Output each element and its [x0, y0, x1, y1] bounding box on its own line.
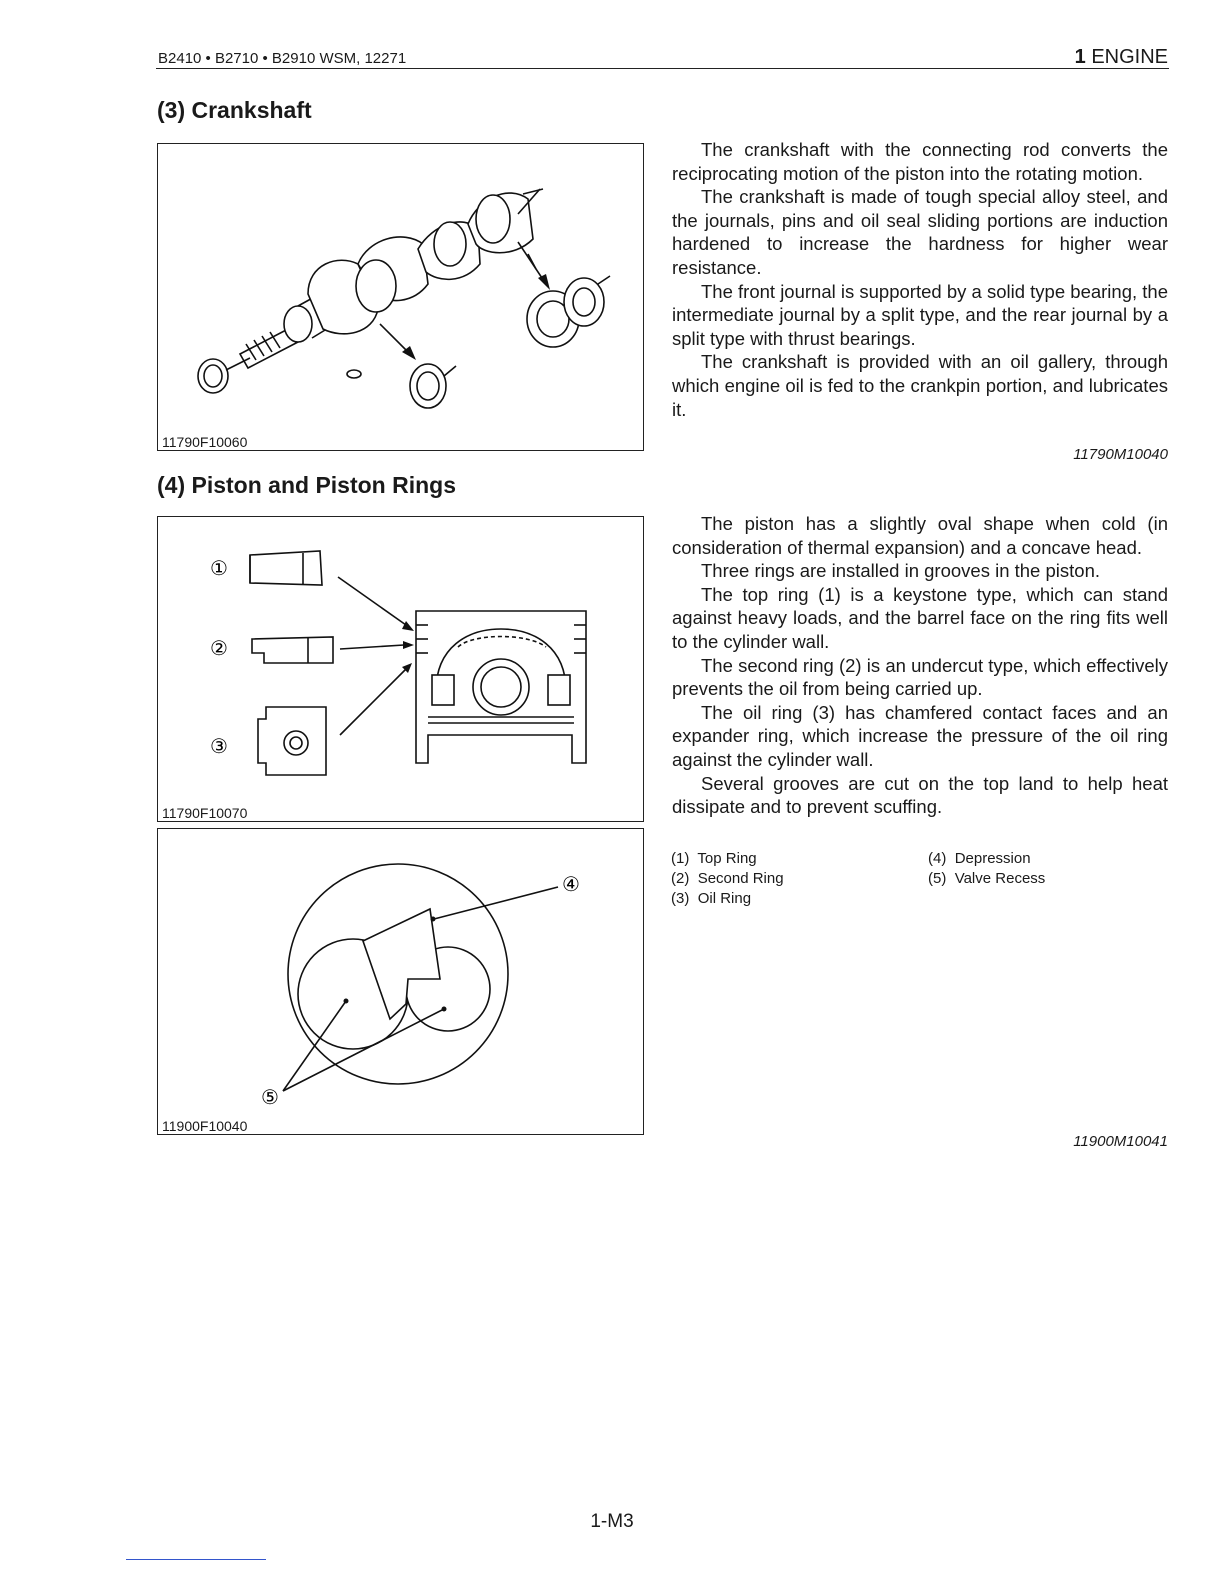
piston-paragraph: The top ring (1) is a keystone type, which can stand against heavy loads, and the barrel face on the ring fits well to the cylinder wall. — [672, 583, 1168, 652]
crankshaft-paragraph: The crankshaft with the connecting rod converts the reciprocating motion of the piston into the rotating motion. — [672, 139, 1168, 184]
piston-rings-figure — [157, 516, 644, 822]
legend-item — [671, 889, 751, 909]
crankshaft-reference-code: 11790M10040 — [1073, 446, 1168, 463]
crankshaft-paragraph: The front journal is supported by a solid type bearing, the intermediate journal by a split type, and the rear journal by a split type with thrust bearings. — [672, 280, 1168, 349]
crankshaft-description — [672, 138, 1168, 421]
piston-paragraph: Several grooves are cut on the top land to help heat dissipate and to prevent scuffing. — [672, 772, 1168, 818]
legend-item — [928, 869, 1045, 889]
page-number: 1-M3 — [590, 1511, 634, 1532]
legend-item — [671, 869, 784, 889]
chapter-heading — [1075, 46, 1168, 69]
piston-rings-illustration — [158, 517, 643, 821]
legend-label: Valve Recess — [954, 870, 1046, 887]
crankshaft-section-title: (3) Crankshaft — [157, 97, 312, 123]
crankshaft-paragraph: The crankshaft is made of tough special alloy steel, and the journals, pins and oil seal sliding portions are induction hardened to increase the hardness for higher wear resistance. — [672, 186, 1168, 278]
piston-paragraph: The oil ring (3) has chamfered contact faces and an expander ring, which increase the pressure of the oil ring against the cylinder wall. — [672, 701, 1168, 770]
piston-paragraph: The second ring (2) is an undercut type, which effectively prevents the oil from being carried up. — [672, 654, 1168, 700]
legend-label: Top Ring — [697, 850, 757, 867]
callout-2: ② — [210, 636, 228, 660]
crankshaft-figure — [157, 143, 644, 451]
crankshaft-illustration — [158, 144, 643, 450]
piston-paragraph: The piston has a slightly oval shape when cold (in consideration of thermal expansion) and a concave head. — [672, 513, 1168, 558]
piston-description — [672, 512, 1168, 819]
legend-number: (5) — [928, 870, 947, 887]
legend-number: (4) — [928, 850, 947, 867]
callout-5: ⑤ — [261, 1085, 279, 1109]
piston-head-figure — [157, 828, 644, 1135]
legend-label: Second Ring — [697, 870, 784, 887]
legend-item — [671, 849, 757, 869]
piston-reference-code: 11900M10041 — [1073, 1133, 1168, 1150]
footer-rule — [126, 1559, 266, 1560]
piston-paragraph: Three rings are installed in grooves in the piston. — [701, 560, 1100, 582]
chapter-number: 1 — [1074, 46, 1086, 68]
legend-number: (3) — [671, 890, 690, 907]
header-divider — [156, 68, 1169, 69]
crankshaft-figure-label: 11790F10060 — [162, 434, 250, 450]
legend-item — [928, 849, 1031, 869]
callout-3: ③ — [210, 734, 228, 758]
crankshaft-paragraph: The crankshaft is provided with an oil gallery, through which engine oil is fed to the crankpin portion, and lubricates it. — [672, 351, 1168, 420]
callout-1: ① — [210, 556, 228, 580]
chapter-title: ENGINE — [1091, 46, 1168, 68]
legend-number: (2) — [671, 870, 690, 887]
legend-label: Depression — [954, 850, 1031, 867]
piston-head-illustration — [158, 829, 643, 1134]
piston-head-figure-label: 11900F10040 — [162, 1118, 250, 1134]
legend-label: Oil Ring — [697, 890, 752, 907]
legend-number: (1) — [671, 850, 690, 867]
piston-rings-figure-label: 11790F10070 — [162, 805, 250, 821]
callout-4: ④ — [562, 872, 580, 896]
piston-section-title: (4) Piston and Piston Rings — [157, 472, 457, 498]
document-header-title: B2410 • B2710 • B2910 WSM, 12271 — [158, 50, 407, 67]
